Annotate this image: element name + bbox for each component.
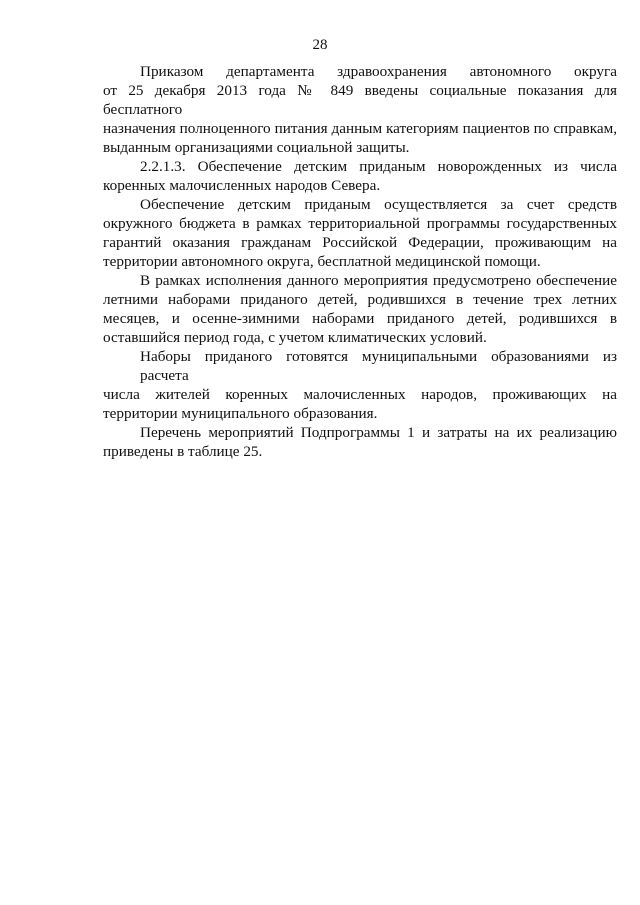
text-line: коренных малочисленных народов Севера. — [103, 177, 381, 194]
text-line: оставшийся период года, с учетом климатических условий. — [103, 329, 487, 346]
paragraph-section-2-2-1-3 — [103, 157, 617, 195]
text-line: Приказом департамента здравоохранения автономного округа — [140, 63, 617, 80]
text-line: гарантий оказания гражданам Российской Федерации, проживающим на — [103, 234, 617, 251]
paragraph-funding — [103, 195, 617, 271]
paragraph-order-849 — [103, 62, 617, 157]
text-line: окружного бюджета в рамках территориальной программы государственных — [103, 215, 617, 232]
text-line: Обеспечение детским приданым осуществляется за счет средств — [140, 196, 617, 213]
text-line: месяцев, и осенне-зимними наборами приданого детей, родившихся в — [103, 310, 617, 327]
text-line: приведены в таблице 25. — [103, 443, 263, 460]
text-line: В рамках исполнения данного мероприятия предусмотрено обеспечение — [140, 272, 617, 289]
paragraph-table-25-reference — [103, 423, 617, 461]
text-line: территории муниципального образования. — [103, 405, 378, 422]
text-line: назначения полноценного питания данным категориям пациентов по справкам, — [103, 120, 617, 137]
text-line: летними наборами приданого детей, родившихся в течение трех летних — [103, 291, 617, 308]
text-line: территории автономного округа, бесплатной медицинской помощи. — [103, 253, 541, 270]
page-number: 28 — [312, 37, 328, 53]
text-line: 2.2.1.3. Обеспечение детским приданым новорожденных из числа — [140, 158, 617, 175]
body-text — [103, 62, 617, 461]
text-line: от 25 декабря 2013 года № 849 введены социальные показания для бесплатного — [103, 82, 617, 118]
text-line: числа жителей коренных малочисленных народов, проживающих на — [103, 386, 617, 403]
text-line: Наборы приданого готовятся муниципальными образованиями из расчета — [140, 348, 617, 384]
text-line: выданным организациями социальной защиты. — [103, 139, 410, 156]
paragraph-municipal-preparation — [103, 347, 617, 423]
text-line: Перечень мероприятий Подпрограммы 1 и затраты на их реализацию — [140, 424, 617, 441]
paragraph-seasonal-sets — [103, 271, 617, 347]
